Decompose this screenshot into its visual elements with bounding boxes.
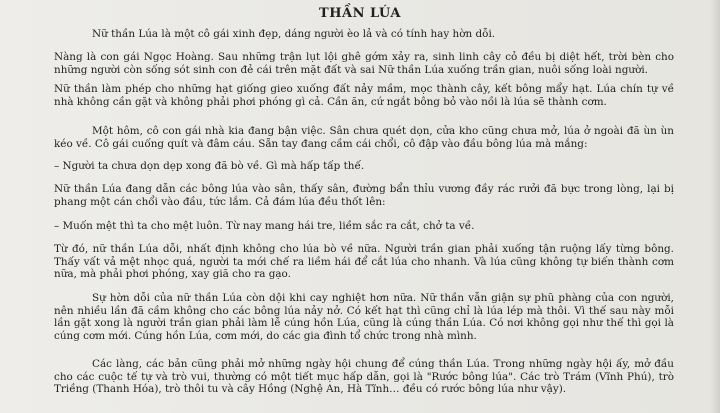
- paragraph-2: Nàng là con gái Ngọc Hoàng. Sau những trận lụt lội ghê gớm xảy ra, sinh linh cây cỏ đều bị diệt hết, trời bèn cho những người còn sống sót sinh con đẻ cái trên mặt đất và sai Nữ thần Lúa xuống trần gian, nuôi sống loài người.: [54, 51, 674, 76]
- page-edge-shadow: [710, 0, 720, 413]
- paragraph-3: Nữ thần làm phép cho những hạt giống gieo xuống đất nảy mầm, mọc thành cây, kết bông mẩy hạt. Lúa chín tự về nhà không cần gặt và không phải phơi phóng gì cả. Cần ăn, cứ ngắt bông bỏ vào nồi là lúa sẽ thành cơm.: [54, 83, 674, 108]
- paragraph-6: Nữ thần Lúa đang dẫn các bông lúa vào sân, thấy sân, đường bẩn thỉu vương đầy rác rưởi đã bực trong lòng, lại bị phang một cán chổi vào đầu, tức lắm. Cả đám lúa đều thốt lên:: [54, 183, 674, 208]
- paragraph-10: Các làng, các bản cũng phải mở những ngày hội chung để cúng thần Lúa. Trong những ngày hội ấy, mở đầu cho các cuộc tế tự và trò vui, thường có một tiết mục hấp dẫn, gọi là "Rước bông lúa". Các trò Trám (Vĩnh Phú), trò Triềng (Thanh Hóa), trò thôi tu và cây Hồng (Nghệ An, Hà Tĩnh… đều có rước bông lúa như vậy).: [54, 358, 674, 395]
- paragraph-8: Từ đó, nữ thần Lúa dỗi, nhất định không cho lúa bò về nữa. Người trần gian phải xuống tận ruộng lấy từng bông. Thấy vất vả mệt nhọc quá, người ta mới chế ra liềm hái để cắt lúa cho nhanh. Và lúa cũng không tự biến thành cơm nữa, mà phải phơi phóng, xay giã cho ra gạo.: [54, 243, 674, 280]
- paragraph-5: – Người ta chưa dọn dẹp xong đã bò về. Gì mà hấp tấp thế.: [54, 160, 365, 172]
- paragraph-4: Một hôm, cô con gái nhà kia đang bận việc. Sân chưa quét dọn, cửa kho cũng chưa mở, lúa ở ngoài đã ùn ùn kéo về. Cô gái cuống quít và đâm cáu. Sẵn tay đang cầm cái chổi, cô đập vào đầu bông lúa mà mắng:: [54, 125, 674, 150]
- paragraph-1: Nữ thần Lúa là một cô gái xinh đẹp, dáng người èo lả và có tính hay hờn dỗi.: [92, 28, 496, 40]
- document-title: THẦN LÚA: [319, 6, 401, 21]
- paragraph-9: Sự hờn dỗi của nữ thần Lúa còn dội khi cay nghiệt hơn nữa. Nữ thần vẫn giận sự phũ phàng của con người, nên nhiều lần đã cầm không cho các bông lúa nảy nở. Có kết hạt thì cũng chỉ là lúa lép mà thôi. Vì thế sau này mỗi lần gặt xong là người trần gian phải làm lễ cúng hồn Lúa, cũng là cúng thần Lúa. Có nơi không gọi như thế thì gọi là cúng cơm mới. Cúng hồn Lúa, cơm mới, do các gia đình tổ chức trong nhà mình.: [54, 292, 674, 342]
- paragraph-7: – Muốn mệt thì ta cho mệt luôn. Từ nay mang hái tre, liềm sắc ra cắt, chở ta về.: [54, 220, 475, 232]
